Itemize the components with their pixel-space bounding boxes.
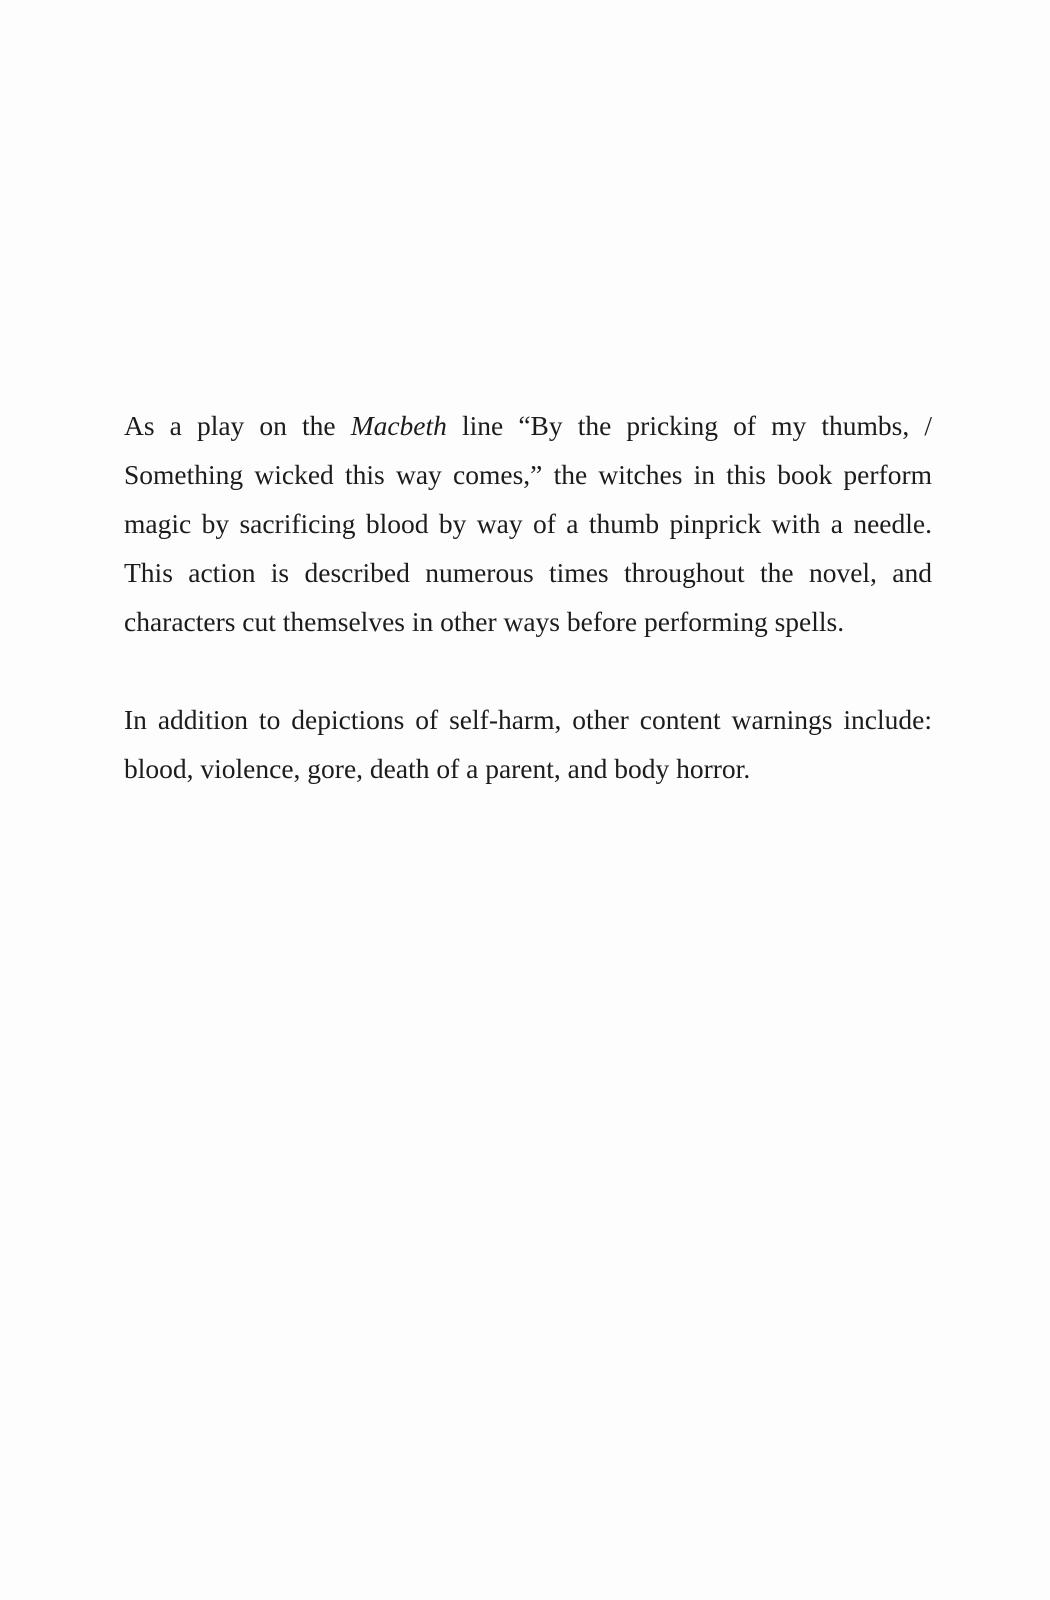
macbeth-title: Macbeth: [350, 410, 447, 441]
paragraph-content-warnings: In addition to depictions of self-harm, other content warnings include: blood, violence, gore, death of a parent, and body horror.: [124, 704, 932, 784]
paragraph-1-intro: As a play on the: [124, 410, 351, 441]
content-warning-text: [124, 401, 932, 793]
paragraph-1-body: line “By the pricking of my thumbs, / Something wicked this way comes,” the witches in this book perform magic by sacrificing blood by way of a thumb pinprick with a needle. This action is described numerous times throughout the novel, and characters cut themselves in other ways before performing spells.: [124, 410, 932, 637]
paragraph-macbeth-note: [124, 401, 932, 646]
